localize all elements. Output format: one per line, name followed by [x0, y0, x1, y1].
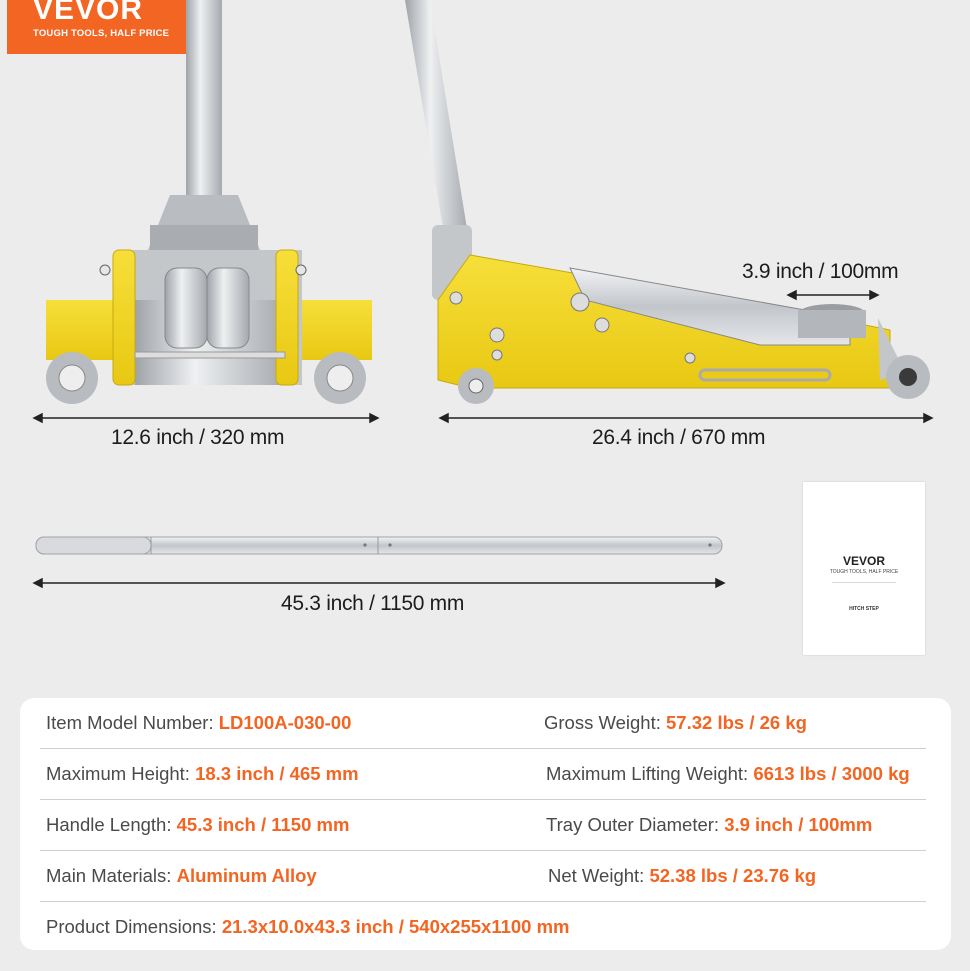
manual-subtitle-line: ———————————————— [832, 579, 896, 584]
logo-tagline: TOUGH TOOLS, HALF PRICE [33, 28, 170, 39]
specifications-table [20, 698, 951, 950]
spec-label: Product Dimensions: [46, 916, 217, 937]
spec-row [40, 698, 926, 749]
spec-value: 18.3 inch / 465 mm [195, 763, 359, 784]
spec-value: Aluminum Alloy [176, 865, 317, 886]
manual-brand: VEVOR [842, 554, 885, 568]
spec-label: Net Weight: [548, 865, 645, 886]
spec-value: 57.32 lbs / 26 kg [666, 712, 807, 733]
spec-label: Tray Outer Diameter: [546, 814, 720, 835]
spec-value: LD100A-030-00 [218, 712, 352, 733]
spec-value: 3.9 inch / 100mm [724, 814, 873, 835]
spec-label: Handle Length: [46, 814, 172, 835]
front-width-label: 12.6 inch / 320 mm [111, 426, 285, 449]
logo-brand: VEVOR [33, 0, 144, 26]
jack-handle [36, 537, 722, 554]
jack-side-view [405, 0, 930, 404]
spec-label: Maximum Height: [46, 763, 190, 784]
side-length-label: 26.4 inch / 670 mm [592, 426, 766, 449]
jack-front-view [46, 0, 372, 404]
spec-row [40, 800, 926, 851]
spec-row [40, 749, 926, 800]
spec-label: Main Materials: [46, 865, 172, 886]
spec-label: Gross Weight: [544, 712, 661, 733]
user-manual [803, 482, 925, 655]
spec-row [40, 851, 926, 902]
spec-value: 52.38 lbs / 23.76 kg [649, 865, 817, 886]
spec-value: 21.3x10.0x43.3 inch / 540x255x1100 mm [221, 916, 570, 937]
spec-label: Item Model Number: [46, 712, 214, 733]
spec-value: 6613 lbs / 3000 kg [753, 763, 910, 784]
manual-title: HITCH STEP [849, 606, 879, 612]
spec-row [40, 902, 926, 953]
manual-tagline: TOUGH TOOLS, HALF PRICE [829, 569, 899, 575]
handle-length-label: 45.3 inch / 1150 mm [281, 592, 465, 615]
saddle-diameter-label: 3.9 inch / 100mm [742, 260, 899, 283]
spec-label: Maximum Lifting Weight: [546, 763, 749, 784]
spec-value: 45.3 inch / 1150 mm [176, 814, 350, 835]
